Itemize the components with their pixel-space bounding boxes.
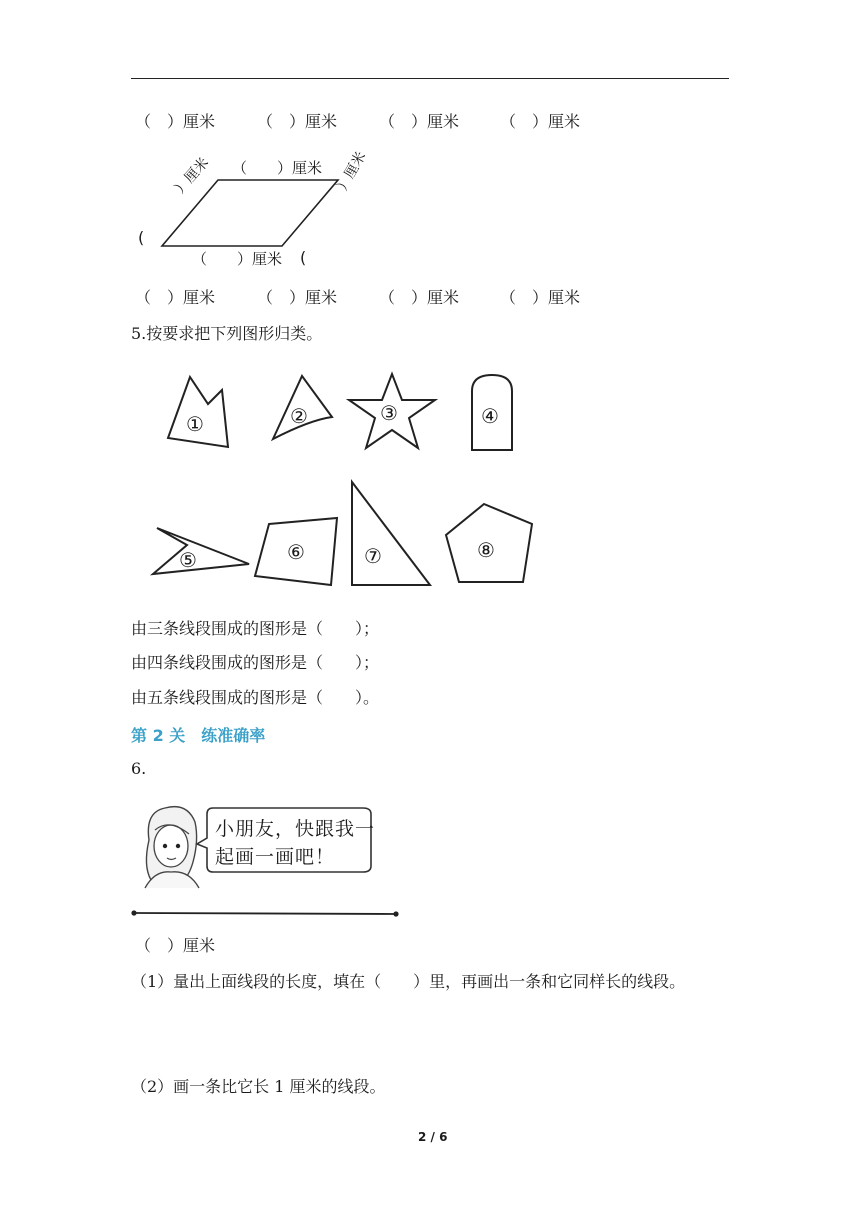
parallelogram-figure [140,150,380,275]
shapes-row-2 [145,478,545,593]
q5-answer-three: 由三条线段围成的图形是（ ）； [131,619,380,638]
face-shape [154,825,188,867]
shape-1-number: ① [186,412,204,436]
shape-5-number: ⑤ [179,548,197,572]
shape-8-number: ⑧ [477,538,495,562]
blank-8: （ ）厘米 [500,288,581,307]
q5-answer-five: 由五条线段围成的图形是（ ）。 [131,688,380,707]
teacher-illustration [135,800,380,895]
segment-length-blank: （ ）厘米 [135,936,216,955]
parallelogram-left-label: ）厘米 [172,154,213,197]
shape-3-number: ③ [380,401,398,425]
parallelogram-left-paren: ( [138,228,145,247]
blank-6: （ ）厘米 [257,288,338,307]
blank-2: （ ）厘米 [257,112,338,131]
speech-line-1: 小朋友，快跟我一 [215,818,376,840]
segment-endpoint-left [131,910,136,915]
parallelogram-right-paren: ( [300,248,307,267]
blank-7: （ ）厘米 [379,288,460,307]
shape-5-outline [153,528,249,574]
segment-endpoint-right [393,911,398,916]
shape-7-number: ⑦ [364,544,382,568]
measured-segment [131,908,401,920]
blank-4: （ ）厘米 [500,112,581,131]
q6-number: 6. [131,759,147,778]
blank-3: （ ）厘米 [379,112,460,131]
parallelogram-bottom-label: （ ）厘米 [192,250,283,268]
page-number: 2 / 6 [418,1130,448,1144]
shape-4-number: ④ [481,404,499,428]
shape-6-number: ⑥ [287,540,305,564]
q6-part-1: （1）量出上面线段的长度，填在（ ）里，再画出一条和它同样长的线段。 [131,972,686,991]
left-eye [163,844,167,848]
parallelogram-right-label: ）厘米 [334,149,370,194]
shape-2-number: ② [290,404,308,428]
blank-1: （ ）厘米 [135,112,216,131]
q5-title: 5.按要求把下列图形归类。 [131,324,323,343]
blank-5: （ ）厘米 [135,288,216,307]
header-rule [131,78,729,79]
q6-part-2: （2）画一条比它长 1 厘米的线段。 [131,1077,386,1096]
q5-answer-four: 由四条线段围成的图形是（ ）； [131,653,380,672]
shapes-row-1 [160,370,540,460]
section-heading: 第 2 关 练准确率 [131,726,266,745]
speech-line-2: 起画一画吧！ [215,846,336,868]
parallelogram-top-label: （ ）厘米 [232,159,323,177]
right-eye [176,844,180,848]
shape-7-outline [352,482,430,585]
